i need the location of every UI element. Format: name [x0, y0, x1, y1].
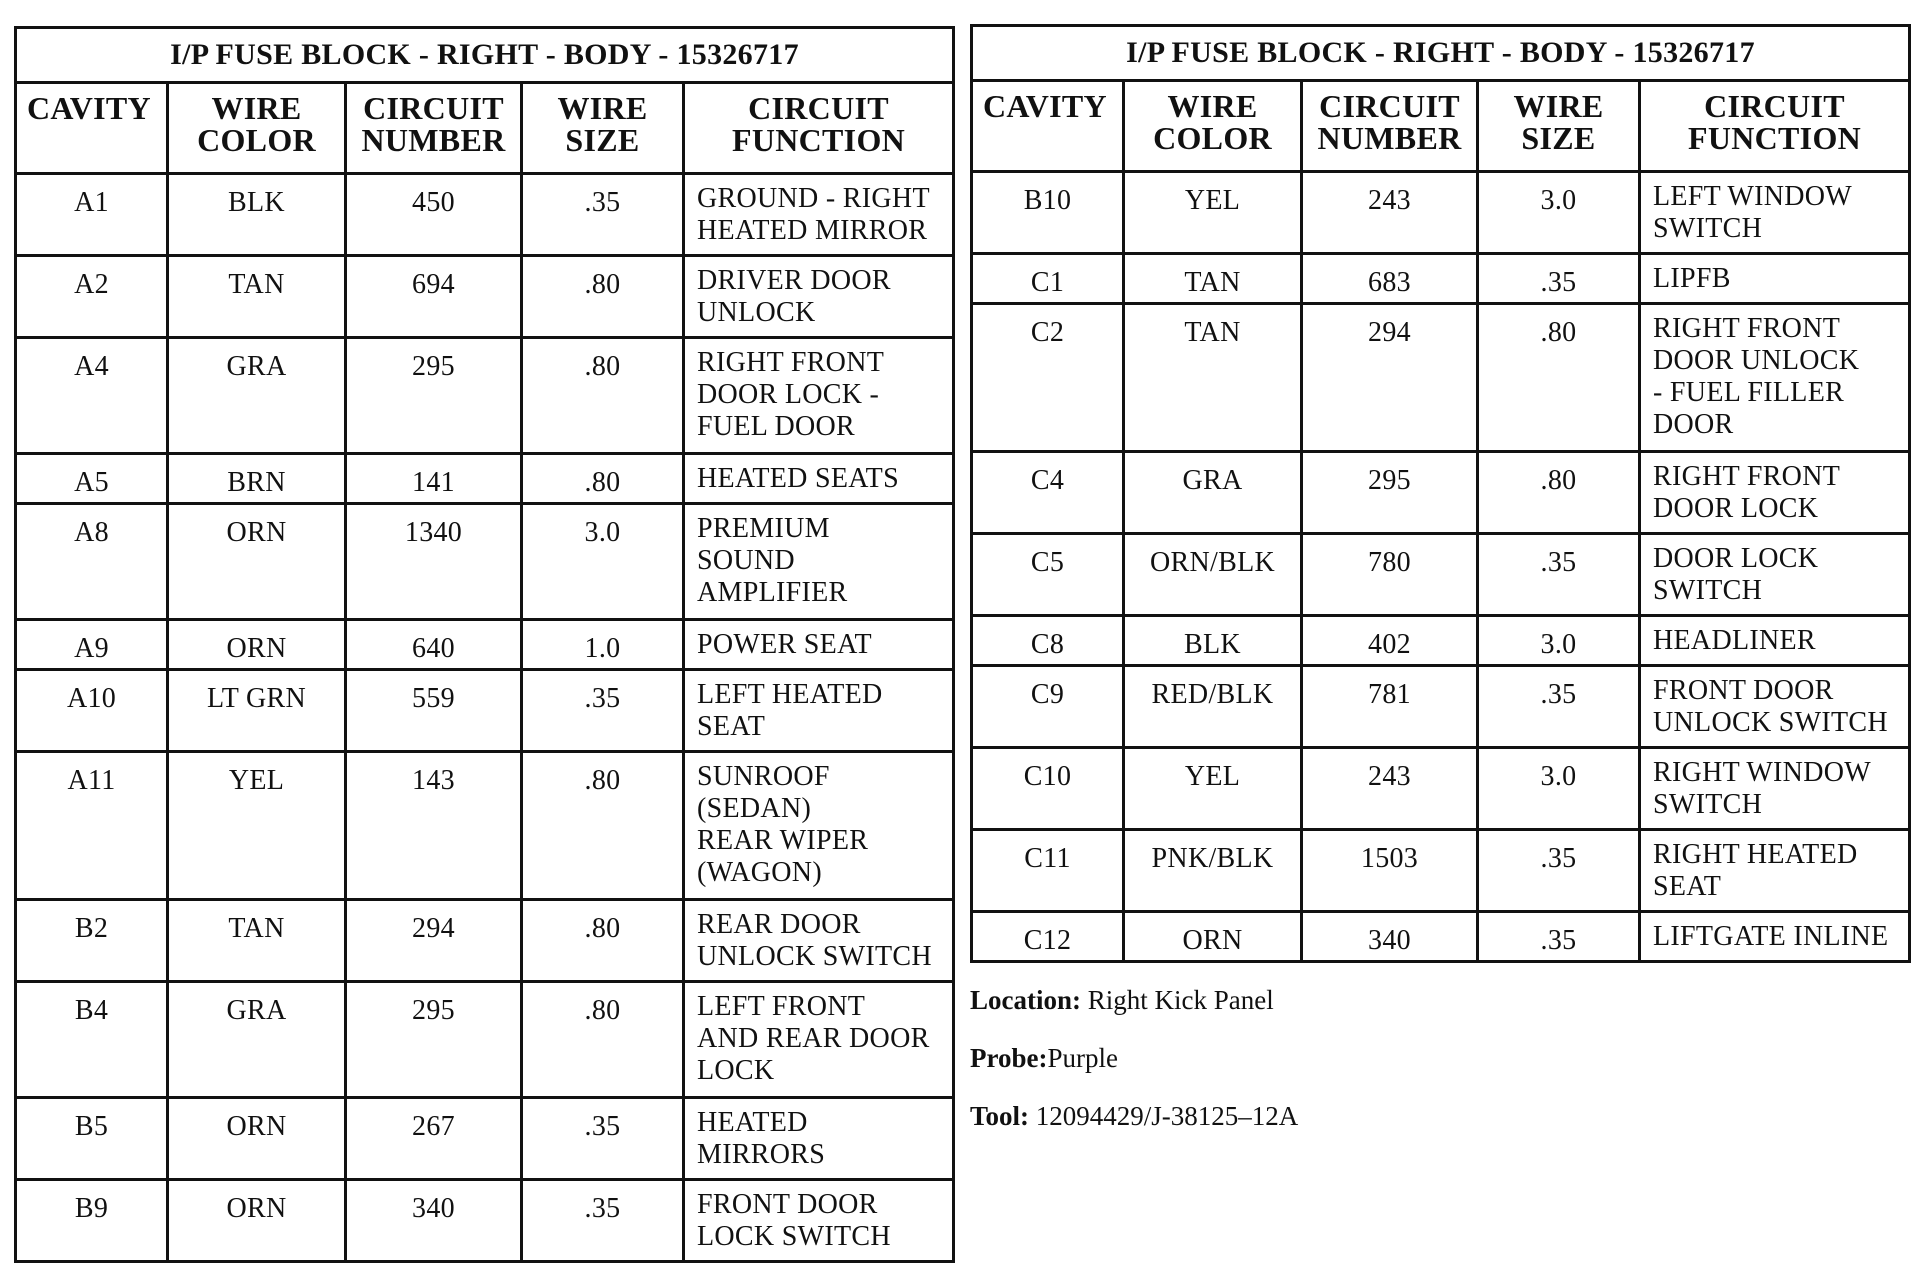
cell-wire-color: PNK/BLK	[1124, 830, 1302, 912]
table-body	[16, 174, 954, 1262]
fuse-table-left	[14, 26, 955, 1263]
header-wire-color: WIRE COLOR	[168, 83, 346, 174]
cell-cavity: A1	[16, 174, 168, 256]
cell-wire-size: .35	[1478, 912, 1640, 962]
cell-cavity: C10	[972, 748, 1124, 830]
cell-wire-color: TAN	[168, 256, 346, 338]
cell-cavity: A2	[16, 256, 168, 338]
cell-cavity: B2	[16, 900, 168, 982]
cell-cavity: C12	[972, 912, 1124, 962]
cell-circuit-function: REAR DOOR UNLOCK SWITCH	[684, 900, 954, 982]
cell-circuit-function: LEFT HEATED SEAT	[684, 670, 954, 752]
table-row	[16, 504, 954, 620]
cell-circuit-function: DRIVER DOOR UNLOCK	[684, 256, 954, 338]
cell-circuit-function: RIGHT WINDOW SWITCH	[1640, 748, 1910, 830]
header-cavity: CAVITY	[972, 81, 1124, 172]
table-row	[972, 452, 1910, 534]
cell-circuit-number: 1340	[346, 504, 522, 620]
probe-value: Purple	[1047, 1043, 1118, 1073]
cell-wire-size: .80	[522, 454, 684, 504]
cell-cavity: B5	[16, 1098, 168, 1180]
cell-wire-color: GRA	[1124, 452, 1302, 534]
cell-circuit-function: LIFTGATE INLINE	[1640, 912, 1910, 962]
cell-wire-size: .80	[522, 256, 684, 338]
table-row	[972, 172, 1910, 254]
table-row	[972, 534, 1910, 616]
table-row	[972, 912, 1910, 962]
cell-circuit-number: 559	[346, 670, 522, 752]
cell-wire-size: .80	[522, 752, 684, 900]
header-circuit-number: CIRCUIT NUMBER	[346, 83, 522, 174]
cell-circuit-function: HEATED SEATS	[684, 454, 954, 504]
cell-wire-size: .80	[522, 982, 684, 1098]
cell-circuit-function: RIGHT HEATED SEAT	[1640, 830, 1910, 912]
cell-circuit-number: 243	[1302, 172, 1478, 254]
cell-wire-color: ORN	[168, 1098, 346, 1180]
cell-circuit-number: 640	[346, 620, 522, 670]
cell-cavity: A11	[16, 752, 168, 900]
header-circuit-function: CIRCUIT FUNCTION	[1640, 81, 1910, 172]
cell-wire-color: YEL	[1124, 748, 1302, 830]
cell-circuit-number: 780	[1302, 534, 1478, 616]
table-row	[972, 830, 1910, 912]
cell-circuit-function: PREMIUM SOUND AMPLIFIER	[684, 504, 954, 620]
header-wire-size: WIRE SIZE	[522, 83, 684, 174]
cell-wire-size: .35	[522, 1098, 684, 1180]
tool-label: Tool:	[970, 1101, 1030, 1131]
cell-wire-size: .35	[1478, 254, 1640, 304]
header-cavity: CAVITY	[16, 83, 168, 174]
table-row	[972, 254, 1910, 304]
table-row	[16, 1180, 954, 1262]
location-value: Right Kick Panel	[1087, 985, 1274, 1015]
table-row	[16, 454, 954, 504]
cell-wire-color: RED/BLK	[1124, 666, 1302, 748]
cell-cavity: B10	[972, 172, 1124, 254]
cell-wire-size: .35	[522, 670, 684, 752]
cell-cavity: B4	[16, 982, 168, 1098]
cell-wire-color: ORN/BLK	[1124, 534, 1302, 616]
table-title: I/P FUSE BLOCK - RIGHT - BODY - 15326717	[972, 26, 1910, 81]
cell-wire-size: .80	[1478, 452, 1640, 534]
cell-cavity: C5	[972, 534, 1124, 616]
cell-wire-color: ORN	[168, 620, 346, 670]
cell-wire-color: ORN	[168, 504, 346, 620]
header-wire-size: WIRE SIZE	[1478, 81, 1640, 172]
cell-wire-color: ORN	[168, 1180, 346, 1262]
cell-wire-size: .80	[522, 900, 684, 982]
cell-circuit-number: 141	[346, 454, 522, 504]
cell-circuit-number: 402	[1302, 616, 1478, 666]
table-row	[16, 256, 954, 338]
cell-circuit-number: 781	[1302, 666, 1478, 748]
fuse-table-right	[970, 24, 1911, 963]
cell-wire-color: BRN	[168, 454, 346, 504]
header-circuit-function: CIRCUIT FUNCTION	[684, 83, 954, 174]
cell-wire-size: 3.0	[1478, 748, 1640, 830]
cell-wire-size: 1.0	[522, 620, 684, 670]
cell-wire-color: GRA	[168, 982, 346, 1098]
cell-wire-size: .35	[522, 174, 684, 256]
cell-cavity: C1	[972, 254, 1124, 304]
cell-cavity: A5	[16, 454, 168, 504]
cell-circuit-function: HEATED MIRRORS	[684, 1098, 954, 1180]
header-wire-color: WIRE COLOR	[1124, 81, 1302, 172]
cell-circuit-number: 340	[1302, 912, 1478, 962]
cell-wire-color: BLK	[168, 174, 346, 256]
table-row	[16, 338, 954, 454]
table-row	[972, 616, 1910, 666]
cell-cavity: A9	[16, 620, 168, 670]
cell-circuit-function: SUNROOF (SEDAN) REAR WIPER (WAGON)	[684, 752, 954, 900]
cell-cavity: A10	[16, 670, 168, 752]
cell-wire-color: TAN	[1124, 304, 1302, 452]
cell-cavity: B9	[16, 1180, 168, 1262]
cell-wire-size: 3.0	[1478, 616, 1640, 666]
cell-circuit-number: 294	[1302, 304, 1478, 452]
cell-circuit-function: HEADLINER	[1640, 616, 1910, 666]
table-row	[16, 174, 954, 256]
cell-wire-size: .35	[1478, 666, 1640, 748]
cell-circuit-function: DOOR LOCK SWITCH	[1640, 534, 1910, 616]
table-row	[972, 304, 1910, 452]
cell-wire-color: GRA	[168, 338, 346, 454]
location-label: Location:	[970, 985, 1081, 1015]
cell-wire-size: 3.0	[1478, 172, 1640, 254]
cell-circuit-function: LEFT WINDOW SWITCH	[1640, 172, 1910, 254]
table-row	[972, 666, 1910, 748]
table-row	[16, 670, 954, 752]
cell-circuit-function: RIGHT FRONT DOOR LOCK	[1640, 452, 1910, 534]
header-circuit-number: CIRCUIT NUMBER	[1302, 81, 1478, 172]
cell-circuit-number: 683	[1302, 254, 1478, 304]
cell-circuit-function: RIGHT FRONT DOOR LOCK - FUEL DOOR	[684, 338, 954, 454]
table-row	[16, 982, 954, 1098]
cell-wire-color: BLK	[1124, 616, 1302, 666]
table-row	[16, 620, 954, 670]
tool-line	[970, 1100, 1298, 1132]
cell-cavity: C9	[972, 666, 1124, 748]
cell-circuit-function: LEFT FRONT AND REAR DOOR LOCK	[684, 982, 954, 1098]
cell-wire-color: LT GRN	[168, 670, 346, 752]
cell-circuit-function: GROUND - RIGHT HEATED MIRROR	[684, 174, 954, 256]
table-row	[16, 900, 954, 982]
cell-circuit-number: 294	[346, 900, 522, 982]
cell-cavity: C2	[972, 304, 1124, 452]
cell-cavity: A4	[16, 338, 168, 454]
cell-wire-size: .35	[1478, 830, 1640, 912]
cell-circuit-number: 694	[346, 256, 522, 338]
cell-wire-color: YEL	[168, 752, 346, 900]
cell-circuit-function: RIGHT FRONT DOOR UNLOCK - FUEL FILLER DOOR	[1640, 304, 1910, 452]
cell-circuit-number: 267	[346, 1098, 522, 1180]
cell-circuit-number: 450	[346, 174, 522, 256]
cell-wire-color: TAN	[168, 900, 346, 982]
cell-circuit-function: FRONT DOOR LOCK SWITCH	[684, 1180, 954, 1262]
cell-cavity: A8	[16, 504, 168, 620]
cell-wire-color: YEL	[1124, 172, 1302, 254]
cell-wire-size: .80	[522, 338, 684, 454]
probe-line	[970, 1042, 1118, 1074]
cell-cavity: C11	[972, 830, 1124, 912]
cell-circuit-number: 340	[346, 1180, 522, 1262]
table-row	[16, 752, 954, 900]
cell-circuit-function: FRONT DOOR UNLOCK SWITCH	[1640, 666, 1910, 748]
cell-circuit-number: 143	[346, 752, 522, 900]
table-body	[972, 172, 1910, 962]
location-line	[970, 984, 1274, 1016]
cell-wire-size: .35	[522, 1180, 684, 1262]
table-row	[16, 1098, 954, 1180]
cell-wire-size: 3.0	[522, 504, 684, 620]
cell-circuit-number: 295	[346, 982, 522, 1098]
probe-label: Probe:	[970, 1043, 1048, 1073]
table-row	[972, 748, 1910, 830]
cell-circuit-number: 295	[1302, 452, 1478, 534]
tool-value: 12094429/J-38125–12A	[1035, 1101, 1299, 1131]
cell-circuit-number: 295	[346, 338, 522, 454]
cell-wire-color: ORN	[1124, 912, 1302, 962]
cell-wire-size: .35	[1478, 534, 1640, 616]
cell-wire-color: TAN	[1124, 254, 1302, 304]
cell-circuit-function: LIPFB	[1640, 254, 1910, 304]
cell-cavity: C8	[972, 616, 1124, 666]
cell-wire-size: .80	[1478, 304, 1640, 452]
cell-circuit-function: POWER SEAT	[684, 620, 954, 670]
cell-circuit-number: 243	[1302, 748, 1478, 830]
cell-circuit-number: 1503	[1302, 830, 1478, 912]
table-title: I/P FUSE BLOCK - RIGHT - BODY - 15326717	[16, 28, 954, 83]
cell-cavity: C4	[972, 452, 1124, 534]
